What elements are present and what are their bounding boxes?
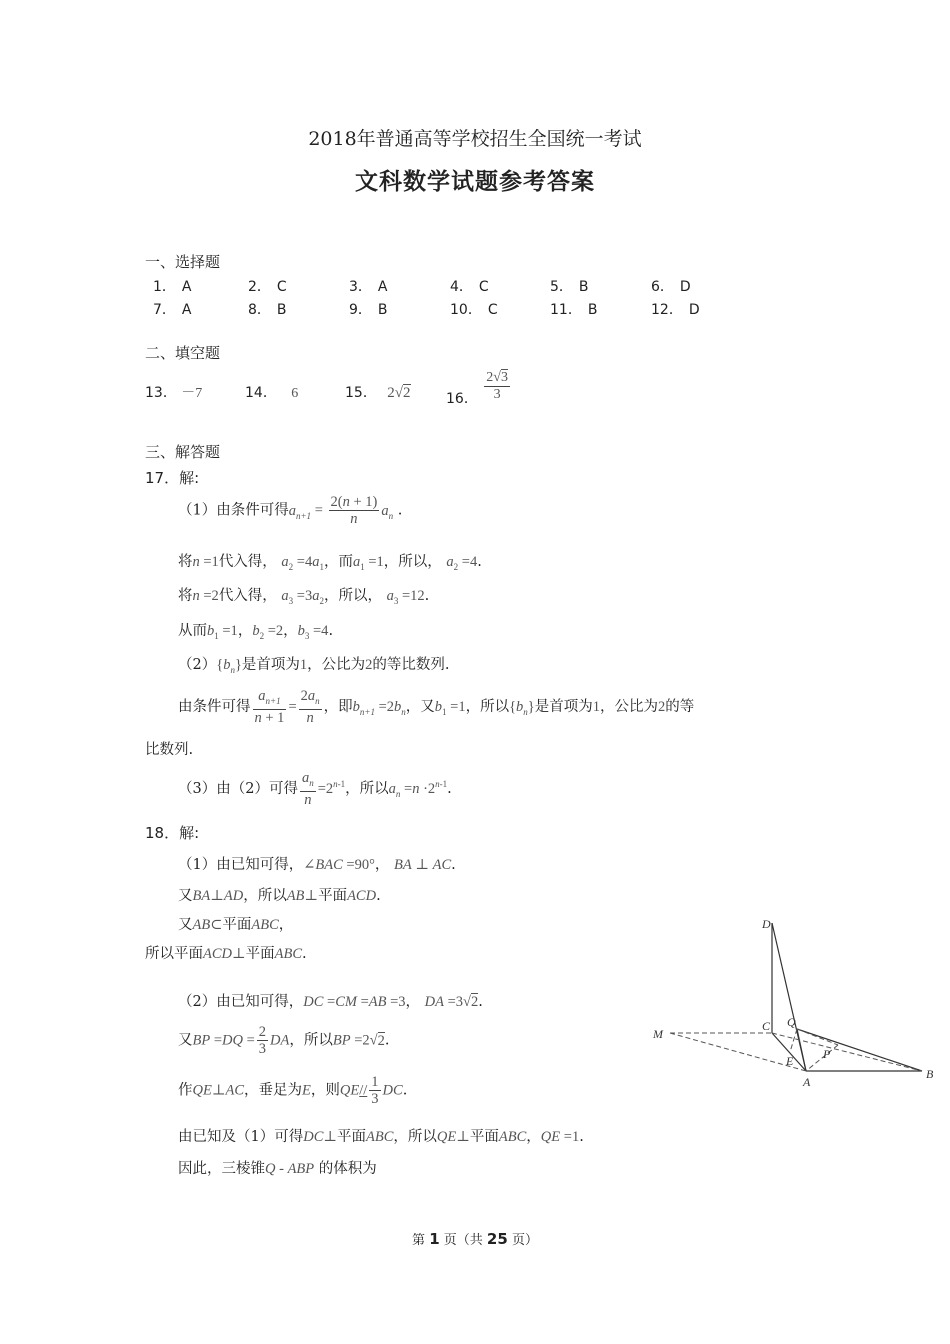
choice-letter: A (181, 279, 192, 295)
p18-line8: 由已知及（1）可得DC⊥平面ABC，所以QE⊥平面ABC，QE =1. (178, 1129, 584, 1145)
p17-line4: 从而$b_1 =1$，$b_2 =2$，$b_3 =4$. (178, 623, 334, 641)
choice-letter: D (679, 279, 691, 295)
choice-number: 6． (651, 279, 674, 295)
choice-letter: C (478, 279, 489, 295)
p17-line2: 将n =1代入得， $a_2 =4a_1$，而$a_1 =1$，所以， $a_2 =4$. (178, 554, 482, 572)
choice-answer (651, 299, 700, 319)
choice-number: 12． (651, 302, 683, 318)
tetrahedron-figure (640, 905, 940, 1095)
label-C: C (762, 1019, 771, 1033)
choice-answer (153, 276, 192, 296)
p18-line9: 因此，三棱锥Q - ABP 的体积为 (178, 1161, 377, 1177)
label-M: M (653, 1027, 663, 1041)
edge-PA (806, 1045, 838, 1071)
p17-line3: 将n =2代入得， $a_3 =3a_2$，所以， $a_3 =12$. (178, 588, 430, 606)
choice-number: 11． (550, 302, 582, 318)
label-D: D (762, 917, 771, 931)
choice-number: 9． (349, 302, 372, 318)
page-footer: 第 1 页（共 25 页） (412, 1230, 538, 1248)
p17-line1: （1）由条件可得$a_{n+1}$ = $\frac{2(n + 1)}{n}$ $a_n$ . (178, 494, 403, 527)
section-solve: 三、解答题 (145, 443, 221, 461)
section-fill: 二、填空题 (145, 344, 221, 362)
choice-answer (550, 276, 589, 296)
choice-number: 3． (349, 279, 372, 295)
p18-line3: 又AB⊂平面ABC， (178, 917, 294, 933)
p18-line2: 又BA⊥AD，所以AB⊥平面ACD. (178, 888, 381, 904)
edge-QE (790, 1029, 797, 1052)
p18-line4: 所以平面ACD⊥平面ABC. (145, 946, 307, 962)
choice-letter: B (587, 302, 598, 318)
choice-answer (450, 276, 489, 296)
choice-letter: B (377, 302, 388, 318)
p17-line5: $(2)\{b_n\}$是首项为1，公比为2的等比数列. (178, 657, 450, 675)
p17-line7: 比数列. (145, 742, 194, 758)
choice-number: 10． (450, 302, 482, 318)
title-line2: 文科数学试题参考答案 (355, 169, 595, 195)
choice-letter: C (487, 302, 498, 318)
fill-q14: 14． 6 (245, 385, 299, 401)
label-E: E (786, 1054, 794, 1068)
choice-letter: A (377, 279, 388, 295)
p17-line8: （3）由（2）可得 $\frac{a_n}{n}$ $=2^{n-1}$，所以$a_n =n \cdot 2^{n-1}$. (178, 770, 452, 808)
title-line1: 2018年普通高等学校招生全国统一考试 (308, 128, 642, 150)
choice-number: 8． (248, 302, 271, 318)
section-choice: 一、选择题 (145, 253, 221, 271)
fill-q13: 13． －7 (145, 385, 203, 401)
choice-number: 5． (550, 279, 573, 295)
choice-number: 7． (153, 302, 176, 318)
choice-number: 1． (153, 279, 176, 295)
p18-line6: 又BP =DQ = $\frac{2}{3}$ DA，所以BP =2√2. (178, 1024, 390, 1057)
fill-q16: 16． $\frac{2√3}{3}$ (446, 370, 508, 407)
label-P: P (823, 1047, 831, 1061)
p18-line5: （2）由已知可得，DC =CM =AB =3， DA =3√2. (178, 994, 483, 1010)
choice-answer (153, 299, 192, 319)
fill-q15: 15． 2√2 (345, 385, 411, 401)
choice-number: 4． (450, 279, 473, 295)
p18-head: 18．解: (145, 824, 200, 842)
choice-letter: D (688, 302, 700, 318)
choice-letter: B (578, 279, 589, 295)
choice-answer (349, 276, 388, 296)
choice-letter: B (276, 302, 287, 318)
choice-letter: A (181, 302, 192, 318)
choice-answer (550, 299, 597, 319)
choice-number: 2． (248, 279, 271, 295)
choice-answer (651, 276, 691, 296)
p18-line1: （1）由已知可得，∠BAC =90°， BA ⊥ AC. (178, 857, 456, 873)
choice-letter: C (276, 279, 287, 295)
edge-QA (797, 1029, 806, 1071)
choice-answer (450, 299, 498, 319)
choice-answer (248, 299, 287, 319)
edge-QB (797, 1029, 922, 1071)
choice-answer (248, 276, 287, 296)
label-B: B (926, 1067, 934, 1081)
choice-answer (349, 299, 388, 319)
label-A: A (803, 1075, 811, 1089)
p18-line7: 作QE⊥AC，垂足为E，则QE// $\frac{1}{3}$ DC. (178, 1074, 408, 1107)
p17-line6: 由条件可得 $\frac{a_{n+1}}{n + 1}$ = $\frac{2a_n}{n}$ ，即$b_{n+1} =2b_n$，又$b_1 =1$，所以$\{b_n\}$是首项为1，公比为2的等 (178, 688, 695, 726)
label-Q: Q (787, 1015, 796, 1029)
p17-head: 17．解: (145, 469, 200, 487)
